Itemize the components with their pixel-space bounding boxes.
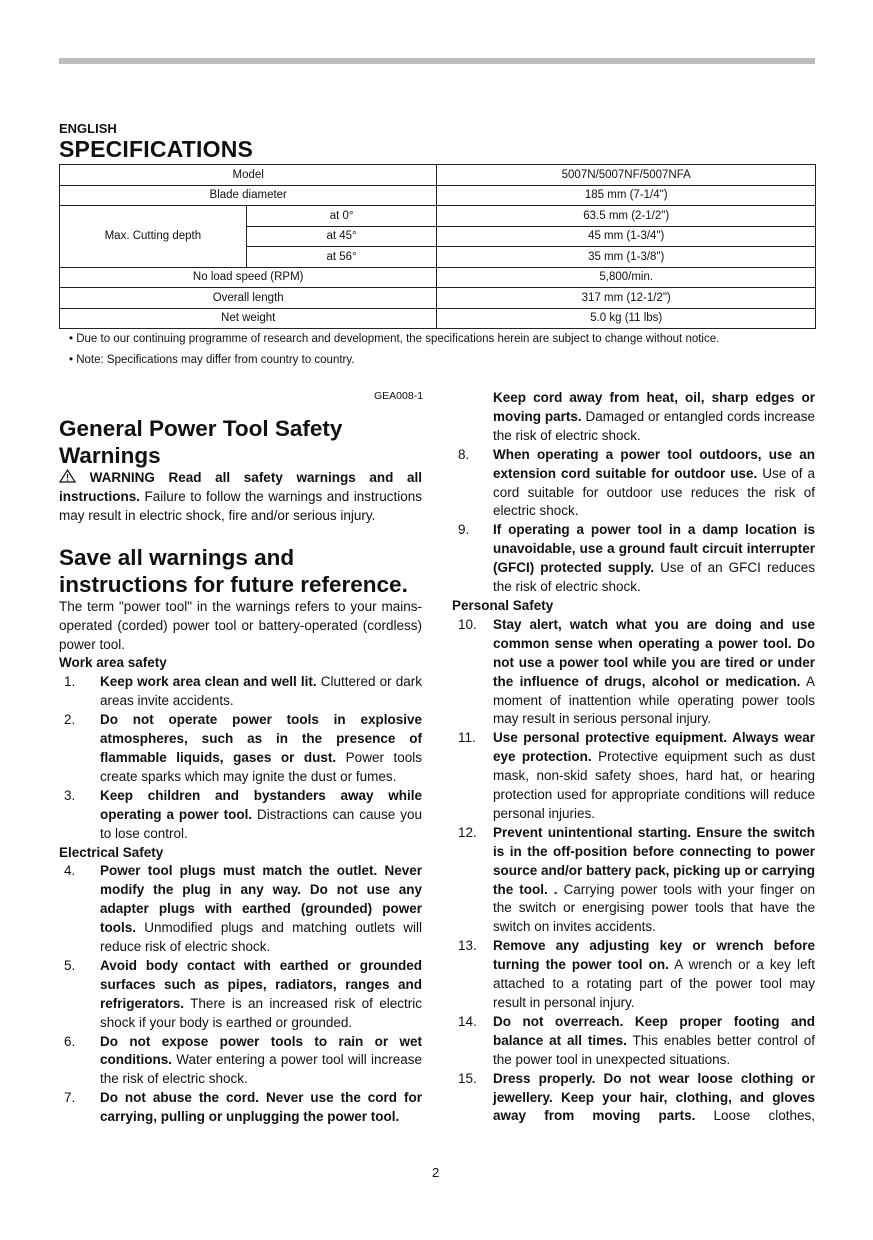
spec-value: 35 mm (1-3/8") [437,247,816,268]
item-bold: Keep work area clean and well lit. [100,674,317,690]
header-rule [59,58,815,64]
spec-label: Blade diameter [60,185,437,206]
list-item [452,824,815,937]
spec-label: Max. Cutting depth [60,206,247,268]
save-warnings-title: Save all warnings and instructions for future reference. [59,544,408,597]
item-number: 5. [64,957,76,973]
spec-label: No load speed (RPM) [60,267,437,288]
item-text: A wrench or a key left attached to a rotating part of the power tool may result in personal injury. [493,957,815,1010]
list-item [452,616,815,729]
item-number: 4. [64,863,76,879]
section-heading-work-area: Work area safety [59,655,167,671]
list-item [59,673,422,711]
item-number: 8. [458,446,470,462]
warning-text: Failure to follow the warnings and instructions may result in electric shock, fire and/or serious injury. [59,488,422,523]
item-bold: Keep cord away from heat, oil, sharp edges or moving parts. [493,390,815,424]
item-number: 1. [64,674,76,690]
item-number: 9. [458,522,470,538]
list-item [452,937,815,1013]
item-bold: When operating a power tool outdoors, use an extension cord suitable for outdoor use. [493,446,815,481]
item-text: Cluttered or dark areas invite accidents. [100,674,422,709]
item-number: 7. [64,1090,76,1106]
item-bold: Stay alert, watch what you are doing and use common sense when operating a power tool. Do not use a power tool while you are tired or under the influence of drugs, alcohol or medication. [493,616,815,689]
table-row [60,267,816,288]
item-number: 12. [458,824,477,840]
spec-value: 63.5 mm (2-1/2") [437,206,816,227]
item-text: Loose clothes, [695,1108,815,1124]
intro-paragraph: The term "power tool" in the warnings refers to your mains-operated (corded) power tool or battery-operated (cordless) power tool. [59,598,422,652]
list-item [59,1089,422,1127]
warning-paragraph [59,469,422,526]
page-number: 2 [432,1165,440,1180]
specifications-table [59,164,816,329]
item-number: 13. [458,938,477,954]
list-item [452,1013,815,1070]
list-item [59,1033,422,1090]
item-text: Unmodified plugs and matching outlets will reduce risk of electric shock. [100,920,422,955]
spec-label: Net weight [60,308,437,329]
table-row [60,165,816,186]
spec-sublabel: at 0° [246,206,437,227]
list-item [452,1070,815,1127]
list-item [452,521,815,597]
item-text: This enables better control of the power tool in unexpected situations. [493,1032,815,1067]
item-number: 10. [458,616,477,632]
table-row [60,288,816,309]
item-bold: Use personal protective equipment. Always wear eye protection. [493,730,815,765]
spec-value: 5007N/5007NF/5007NFA [437,165,816,186]
item-number: 14. [458,1013,477,1029]
item-bold: Do not operate power tools in explosive atmospheres, such as in the presence of flammable liquids, gases or dust. [100,712,422,765]
item-text: Carrying power tools with your finger on the switch or energising power tools that have the switch on invites accidents. [493,881,815,935]
spec-value: 317 mm (12-1/2") [437,288,816,309]
item-text: Protective equipment such as dust mask, non-skid safety shoes, hard hat, or hearing protection used for appropriate conditions will reduce personal injuries. [493,749,815,821]
list-item-continuation [452,389,815,446]
item-number: 15. [458,1070,477,1086]
list-item [452,446,815,522]
list-item [59,957,422,1033]
item-text: Water entering a power tool will increase the risk of electric shock. [100,1052,422,1087]
item-text: Use of a cord suitable for outdoor use reduces the risk of electric shock. [493,465,816,519]
section-heading-electrical: Electrical Safety [59,844,164,860]
item-bold: Do not abuse the cord. Never use the cord for carrying, pulling or unplugging the power tool. [100,1090,422,1125]
spec-note: • Due to our continuing programme of research and development, the specifications herein are subject to change without notice. [69,333,720,345]
item-number: 6. [64,1033,76,1049]
item-bold: Dress properly. Do not wear loose clothing or jewellery. Keep your hair, clothing, and gloves away from moving parts. [493,1070,815,1124]
item-number: 3. [64,787,76,803]
item-bold: Do not overreach. Keep proper footing and balance at all times. [493,1013,815,1048]
table-row [60,206,816,227]
item-text: A moment of inattention while operating power tools may result in serious personal injury. [493,673,816,727]
spec-value: 5.0 kg (11 lbs) [437,308,816,329]
spec-value: 5,800/min. [437,267,816,288]
item-text: Power tools create sparks which may ignite the dust or fumes. [100,749,422,784]
spec-note: • Note: Specifications may differ from country to country. [69,354,355,366]
specifications-title: SPECIFICATIONS [59,136,254,162]
table-row [60,185,816,206]
item-bold: Remove any adjusting key or wrench before turning the power tool on. [493,938,815,973]
list-item [59,711,422,787]
item-text: Use of an GFCI reduces the risk of electric shock. [493,560,815,595]
spec-label: Model [60,165,437,186]
warning-bold: WARNING Read all safety warnings and all instructions. [59,470,422,504]
list-item [59,862,422,957]
item-number: 11. [458,730,476,746]
item-text: Distractions can cause you to lose control. [100,806,422,841]
warning-triangle-icon [59,469,76,483]
left-column [59,415,422,1127]
section-heading-personal: Personal Safety [452,597,554,613]
list-item [59,787,422,844]
right-column [452,389,815,1126]
list-item [452,729,815,824]
spec-value: 45 mm (1-3/4") [437,226,816,247]
item-bold: Avoid body contact with earthed or grounded surfaces such as pipes, radiators, ranges and refrigerators. [100,957,422,1011]
item-bold: Power tool plugs must match the outlet. Never modify the plug in any way. Do not use any adapter plugs with earthed (grounded) power tools. [100,863,422,936]
general-safety-title: General Power Tool Safety Warnings [59,416,343,468]
item-number: 2. [64,712,76,728]
language-label: ENGLISH [59,121,117,136]
spec-value: 185 mm (7-1/4") [437,185,816,206]
item-text: There is an increased risk of electric shock if your body is earthed or grounded. [100,995,422,1030]
spec-label: Overall length [60,288,437,309]
table-row [60,308,816,329]
item-bold: Keep children and bystanders away while operating a power tool. [100,787,422,822]
spec-sublabel: at 56° [246,247,437,268]
item-bold: Prevent unintentional starting. Ensure the switch is in the off-position before connecting to power source and/or battery pack, picking up or carrying the tool. . [493,824,815,897]
item-text: Damaged or entangled cords increase the risk of electric shock. [493,408,815,443]
item-bold: If operating a power tool in a damp location is unavoidable, use a ground fault circuit interrupter (GFCI) protected supply. [493,522,815,576]
document-code: GEA008-1 [374,390,424,402]
spec-sublabel: at 45° [246,226,437,247]
item-bold: Do not expose power tools to rain or wet conditions. [100,1033,422,1068]
